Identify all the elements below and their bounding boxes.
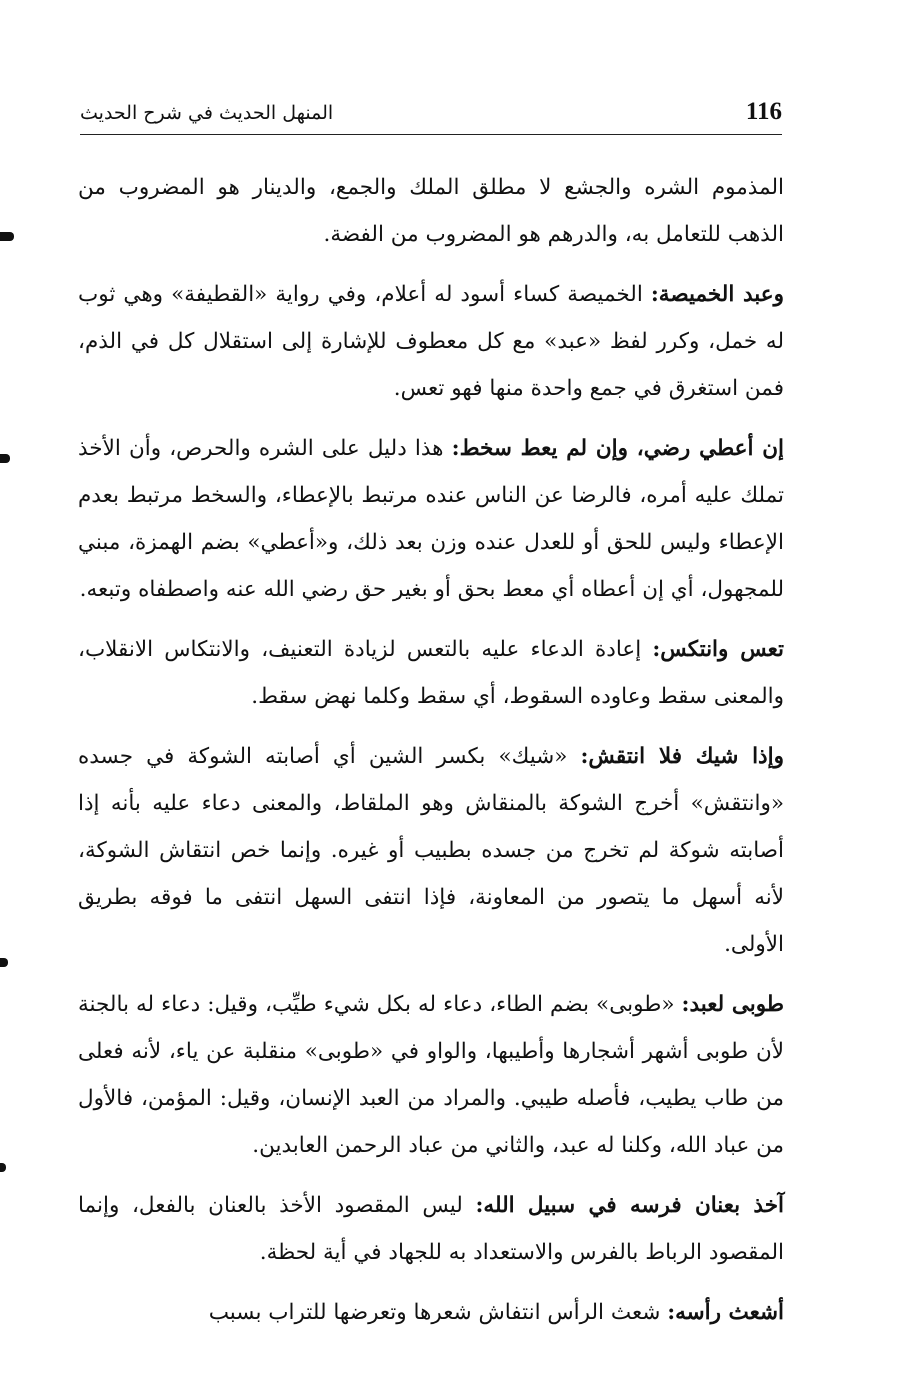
paragraph: [78, 425, 784, 613]
paragraph: [78, 1289, 784, 1336]
paragraph-term: أشعث رأسه:: [667, 1300, 784, 1325]
paragraph-term: إن أعطي رضي، وإن لم يعط سخط:: [451, 436, 784, 461]
paragraph: [78, 626, 784, 720]
paragraph: [78, 271, 784, 412]
paragraph-text: إعادة الدعاء عليه بالتعس لزيادة التعنيف، والانتكاس الانقلاب، والمعنى سقط وعاوده السقوط، أي سقط وكلما نهض سقط.: [78, 637, 784, 709]
paragraph-term: طوبى لعبد:: [681, 992, 784, 1017]
paragraph-text: الخميصة كساء أسود له أعلام، وفي رواية «القطيفة» وهي ثوب له خمل، وكرر لفظ «عبد» مع كل معطوف للإشارة إلى استقلال كل في الذم، فمن استغرق في جمع واحدة منها فهو تعس.: [78, 282, 784, 401]
paragraph-text: «شيك» بكسر الشين أي أصابته الشوكة في جسده «وانتقش» أخرج الشوكة بالمنقاش وهو الملقاط، والمعنى دعاء عليه بأنه إذا أصابته شوكة لم تخرج من جسده بطبيب أو غيره. وإنما خص انتقاش الشوكة، لأنه أسهل ما يتصور من المعاونة، فإذا انتفى السهل انتفى ما فوقه بطريق الأولى.: [78, 744, 784, 957]
margin-mark: [0, 958, 8, 967]
paragraph-text: شعث الرأس انتفاش شعرها وتعرضها للتراب بسبب: [208, 1300, 668, 1325]
running-header: [80, 92, 782, 132]
page-number: 116: [745, 98, 782, 125]
paragraph-term: تعس وانتكس:: [652, 637, 784, 662]
margin-mark: [0, 454, 10, 463]
header-rule: [80, 134, 782, 135]
margin-mark: [0, 232, 14, 241]
paragraph-text: هذا دليل على الشره والحرص، وأن الأخذ تملك عليه أمره، فالرضا عن الناس عنده مرتبط بالإعطاء، والسخط مرتبط بعدم الإعطاء وليس للحق أو للعدل عنده وزن بعد ذلك، و«أعطي» بضم الهمزة، مبني للمجهول، أي إن أعطاه أي معط بحق أو بغير حق رضي الله عنه واصطفاه وتبعه.: [78, 436, 784, 602]
margin-mark: [0, 1163, 6, 1172]
paragraph: [78, 733, 784, 968]
paragraph-text: المذموم الشره والجشع لا مطلق الملك والجمع، والدينار هو المضروب من الذهب للتعامل به، والدرهم هو المضروب من الفضة.: [78, 175, 784, 247]
paragraph-text: ليس المقصود الأخذ بالعنان بالفعل، وإنما المقصود الرباط بالفرس والاستعداد به للجهاد في أية لحظة.: [78, 1193, 784, 1265]
paragraph-term: وإذا شيك فلا انتقش:: [580, 744, 784, 769]
body-text: [78, 164, 784, 1349]
paragraph-term: آخذ بعنان فرسه في سبيل الله:: [475, 1193, 784, 1218]
paragraph: [78, 981, 784, 1169]
paragraph-term: وعبد الخميصة:: [650, 282, 785, 307]
book-title: المنهل الحديث في شرح الحديث: [80, 102, 334, 124]
paragraph: [78, 1182, 784, 1276]
paragraph-text: «طوبى» بضم الطاء، دعاء له بكل شيء طيِّب، وقيل: دعاء له بالجنة لأن طوبى أشهر أشجارها وأطيبها، والواو في «طوبى» منقلبة عن ياء، لأنه فعلى من طاب يطيب، فأصله طيبي. والمراد من العبد الإنسان، وقيل: المؤمن، فالأول من عباد الله، وكلنا له عبد، والثاني من عباد الرحمن العابدين.: [78, 992, 784, 1158]
paragraph: [78, 164, 784, 258]
